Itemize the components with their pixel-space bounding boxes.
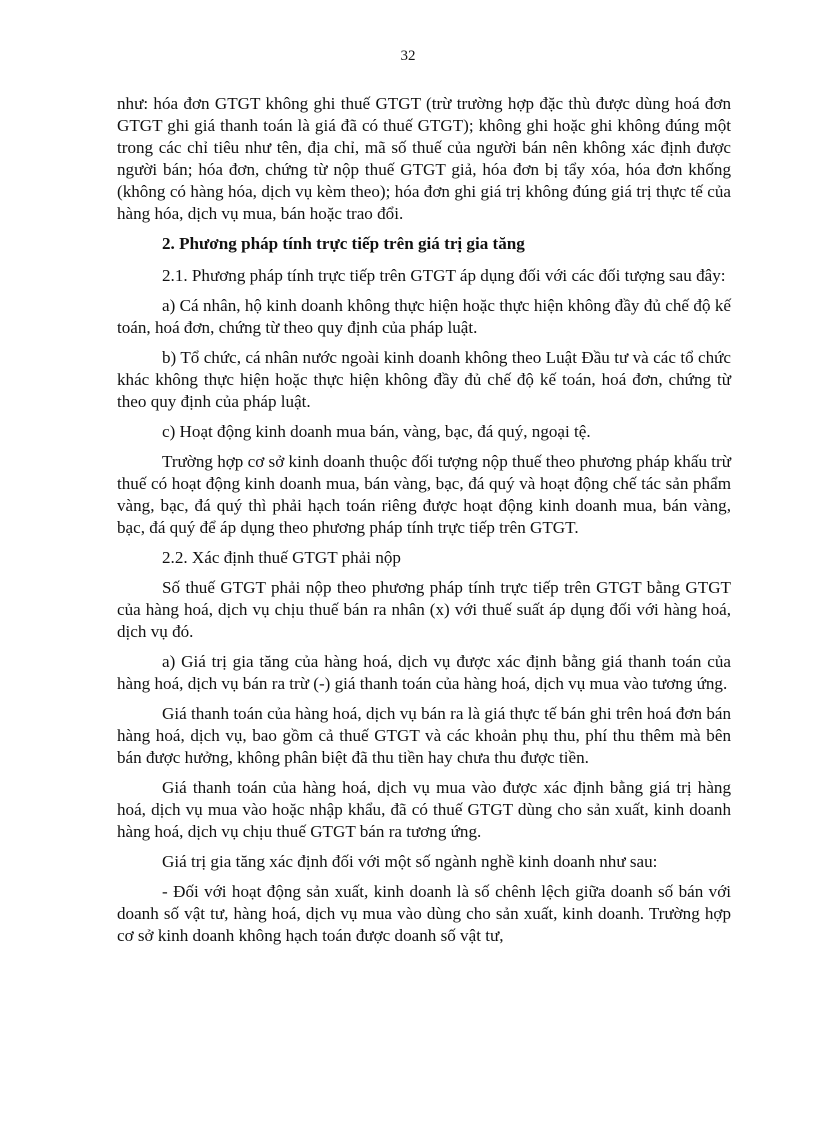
paragraph: Giá thanh toán của hàng hoá, dịch vụ mua vào được xác định bằng giá trị hàng hoá, dịch vụ mua vào hoặc nhập khẩu, đã có thuế GTGT dùng cho sản xuất, kinh doanh hàng hoá, dịch vụ chịu thuế GTGT bán ra tương ứng.: [117, 778, 731, 841]
paragraph: Số thuế GTGT phải nộp theo phương pháp tính trực tiếp trên GTGT bằng GTGT của hàng hoá, dịch vụ chịu thuế bán ra nhân (x) với thuế suất áp dụng đối với hàng hoá, dịch vụ đó.: [117, 578, 731, 641]
paragraph: Giá trị gia tăng xác định đối với một số ngành nghề kinh doanh như sau:: [162, 852, 658, 871]
paragraph: a) Giá trị gia tăng của hàng hoá, dịch vụ được xác định bằng giá thanh toán của hàng hoá, dịch vụ bán ra trừ (-) giá thanh toán của hàng hoá, dịch vụ mua vào tương ứng.: [117, 652, 731, 693]
section-heading: 2. Phương pháp tính trực tiếp trên giá trị gia tăng: [162, 234, 525, 253]
paragraph: c) Hoạt động kinh doanh mua bán, vàng, bạc, đá quý, ngoại tệ.: [162, 422, 591, 441]
paragraph: b) Tổ chức, cá nhân nước ngoài kinh doanh không theo Luật Đầu tư và các tổ chức khác không thực hiện hoặc thực hiện không đầy đủ chế độ kế toán, hoá đơn, chứng từ theo quy định của pháp luật.: [117, 348, 731, 411]
document-body: [117, 93, 731, 955]
page-number: 32: [400, 48, 416, 64]
paragraph-continuation: như: hóa đơn GTGT không ghi thuế GTGT (trừ trường hợp đặc thù được dùng hoá đơn GTGT ghi giá thanh toán là giá đã có thuế GTGT); không ghi hoặc ghi không đúng một trong các chỉ tiêu như tên, địa chỉ, mã số thuế của người bán nên không xác định được người bán; hóa đơn, chứng từ nộp thuế GTGT giả, hóa đơn bị tẩy xóa, hóa đơn khống (không có hàng hóa, dịch vụ kèm theo); hóa đơn ghi giá trị không đúng giá trị thực tế của hàng hóa, dịch vụ mua, bán hoặc trao đổi.: [117, 94, 731, 223]
paragraph: a) Cá nhân, hộ kinh doanh không thực hiện hoặc thực hiện không đầy đủ chế độ kế toán, hoá đơn, chứng từ theo quy định của pháp luật.: [117, 296, 731, 337]
paragraph: Trường hợp cơ sở kinh doanh thuộc đối tượng nộp thuế theo phương pháp khấu trừ thuế có hoạt động kinh doanh mua, bán vàng, bạc, đá quý và hoạt động chế tác sản phẩm vàng, bạc, đá quý thì phải hạch toán riêng được hoạt động kinh doanh mua, bán vàng, bạc, đá quý để áp dụng theo phương pháp tính trực tiếp trên GTGT.: [117, 452, 731, 537]
paragraph: Giá thanh toán của hàng hoá, dịch vụ bán ra là giá thực tế bán ghi trên hoá đơn bán hàng hoá, dịch vụ, bao gồm cả thuế GTGT và các khoản phụ thu, phí thu thêm mà bên bán được hưởng, không phân biệt đã thu tiền hay chưa thu được tiền.: [117, 704, 731, 767]
paragraph: - Đối với hoạt động sản xuất, kinh doanh là số chênh lệch giữa doanh số bán với doanh số vật tư, hàng hoá, dịch vụ mua vào dùng cho sản xuất, kinh doanh. Trường hợp cơ sở kinh doanh không hạch toán được doanh số vật tư,: [117, 882, 731, 945]
subsection-title: 2.2. Xác định thuế GTGT phải nộp: [162, 548, 401, 567]
paragraph: 2.1. Phương pháp tính trực tiếp trên GTGT áp dụng đối với các đối tượng sau đây:: [162, 266, 726, 285]
